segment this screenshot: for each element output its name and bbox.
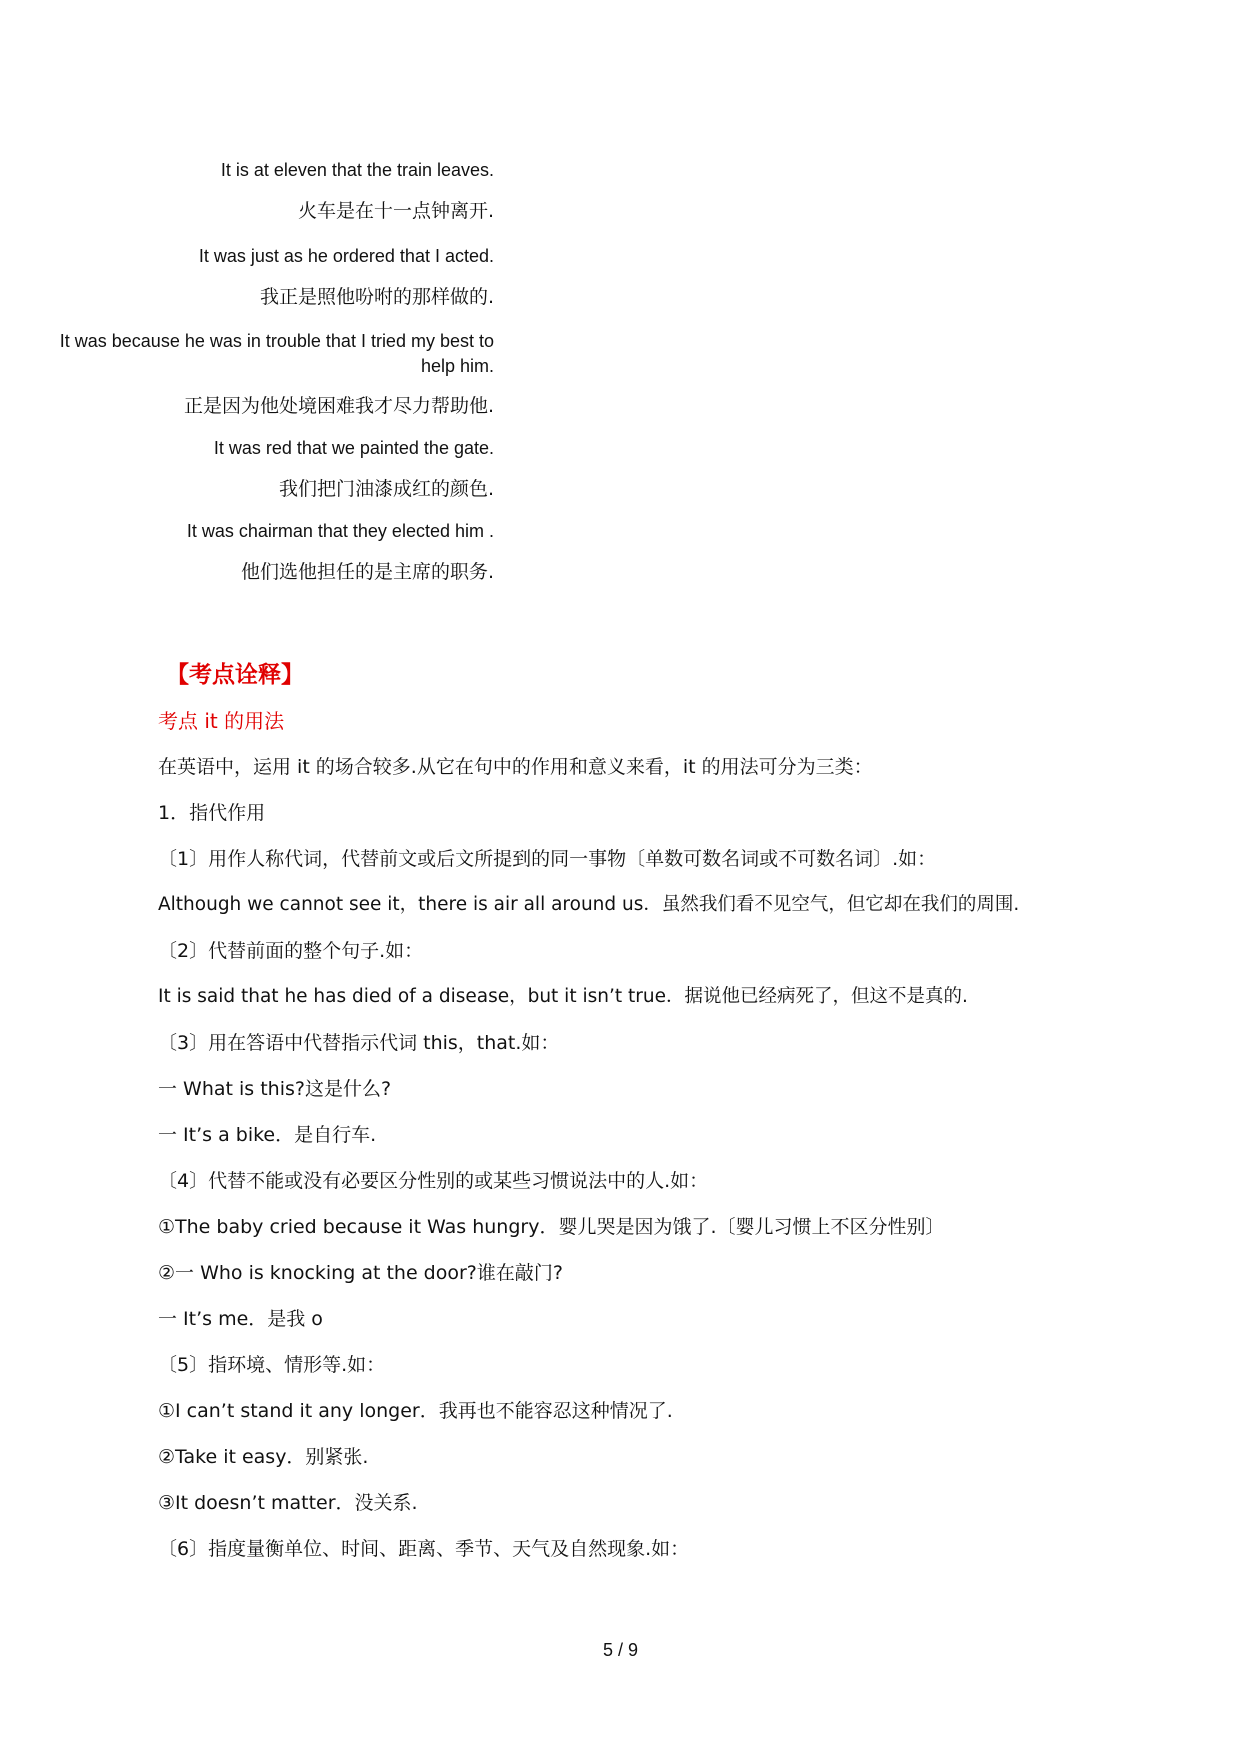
body-line: ②Take it easy．别紧张. — [158, 1446, 369, 1468]
body-line: 1．指代作用 — [158, 802, 266, 824]
example-line: It was because he was in trouble that I tried my best to — [59, 331, 494, 351]
body-line: 〔4〕代替不能或没有必要区分性别的或某些习惯说法中的人.如： — [158, 1170, 709, 1192]
body-line: 〔6〕指度量衡单位、时间、距离、季节、天气及自然现象.如： — [158, 1538, 690, 1560]
body-line: 〔3〕用在答语中代替指示代词 this，that.如： — [158, 1032, 560, 1054]
body-line: 在英语中，运用 it 的场合较多.从它在句中的作用和意义来看，it 的用法可分为三类： — [158, 756, 873, 778]
body-line: 一 What is this?这是什么? — [158, 1078, 392, 1100]
explanation-body — [158, 652, 1118, 1572]
example-line: 我正是照他吩咐的那样做的. — [259, 286, 494, 308]
example-line: It was red that we painted the gate. — [213, 438, 494, 458]
example-line: 正是因为他处境困难我才尽力帮助他. — [183, 395, 494, 417]
example-line: 他们选他担任的是主席的职务. — [240, 561, 494, 583]
body-line: 〔5〕指环境、情形等.如： — [158, 1354, 386, 1376]
body-line: Although we cannot see it，there is air all around us．虽然我们看不见空气，但它却在我们的周围. — [158, 894, 1020, 915]
example-line: 火车是在十一点钟离开. — [297, 200, 494, 222]
topic-title: 考点 it 的用法 — [158, 709, 285, 733]
body-line: 〔2〕代替前面的整个句子.如： — [158, 940, 424, 962]
body-line: ②一 Who is knocking at the door?谁在敲门? — [158, 1262, 563, 1284]
example-sentences — [0, 158, 494, 585]
section-title: 【考点诠释】 — [166, 662, 304, 688]
page-number: 5 / 9 — [602, 1640, 639, 1660]
body-line: 一 It’s me．是我 o — [158, 1308, 323, 1330]
example-line: It was chairman that they elected him . — [186, 521, 494, 541]
body-line: ③It doesn’t matter．没关系. — [158, 1492, 418, 1514]
body-line: ①I can’t stand it any longer．我再也不能容忍这种情况了. — [158, 1400, 673, 1422]
body-line: It is said that he has died of a disease，but it isn’t true．据说他已经病死了，但这不是真的. — [158, 986, 968, 1007]
example-line: It was just as he ordered that I acted. — [198, 246, 494, 266]
example-line: help him. — [420, 356, 494, 376]
example-line: 我们把门油漆成红的颜色. — [278, 478, 494, 500]
body-line: 一 It’s a bike．是自行车. — [158, 1124, 377, 1146]
body-line: 〔1〕用作人称代词，代替前文或后文所提到的同一事物〔单数可数名词或不可数名词〕.如： — [158, 848, 937, 870]
body-line: ①The baby cried because it Was hungry．婴儿哭是因为饿了.〔婴儿习惯上不区分性别〕 — [158, 1216, 945, 1238]
example-line: It is at eleven that the train leaves. — [220, 160, 494, 180]
